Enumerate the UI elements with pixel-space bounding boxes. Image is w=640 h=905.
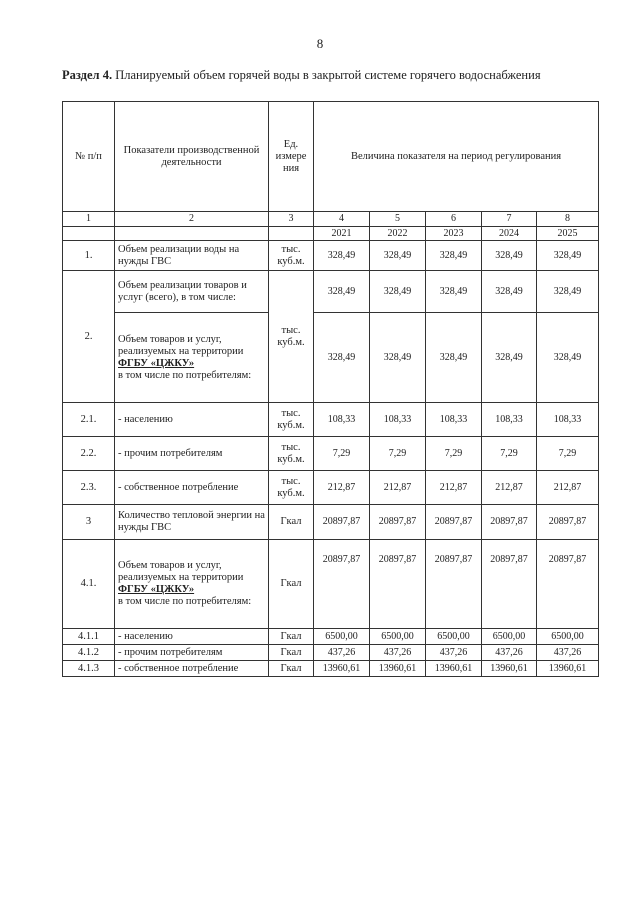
- year-cell: 2021: [314, 227, 370, 241]
- header-no: № п/п: [63, 102, 115, 212]
- col-number: 7: [482, 212, 537, 227]
- header-row: [63, 102, 599, 212]
- table-row: 3 Количество тепловой энергии на нужды ГВС Гкал 20897,87 20897,87 20897,87 20897,87 20897,87: [63, 505, 599, 540]
- section-number: Раздел 4.: [62, 68, 113, 82]
- org-name: ФГБУ «ЦЖКУ»: [118, 584, 195, 595]
- year-cell: 2025: [537, 227, 599, 241]
- section-title: Планируемый объем горячей воды в закрытой системе горячего водоснабжения: [115, 68, 541, 82]
- table-row: 4.1.3 - собственное потребление Гкал 13960,61 13960,61 13960,61 13960,61 13960,61: [63, 661, 599, 677]
- col-number: 8: [537, 212, 599, 227]
- header-indicator: Показатели производственной деятельности: [115, 102, 269, 212]
- page-number: 8: [316, 36, 324, 51]
- table-row: 1. Объем реализации воды на нужды ГВС тыс. куб.м. 328,49 328,49 328,49 328,49 328,49: [63, 241, 599, 271]
- col-number: 1: [63, 212, 115, 227]
- col-number: 5: [370, 212, 426, 227]
- table-row: 2. Объем реализации товаров и услуг (всего), в том числе: тыс. куб.м. 328,49 328,49 328,49 328,49 328,49: [63, 271, 599, 313]
- org-name: ФГБУ «ЦЖКУ»: [118, 357, 195, 369]
- column-numbers-row: [63, 212, 599, 227]
- production-table: [62, 101, 599, 677]
- header-value: Величина показателя на период регулирования: [314, 102, 599, 212]
- years-row: [63, 227, 599, 241]
- col-number: 2: [115, 212, 269, 227]
- table-row: Объем товаров и услуг, реализуемых на территории ФГБУ «ЦЖКУ» в том числе по потребителям: 328,49 328,49 328,49 328,49 328,49: [63, 313, 599, 403]
- table-row: 4.1.1 - населению Гкал 6500,00 6500,00 6500,00 6500,00 6500,00: [63, 629, 599, 645]
- table-row: 2.3. - собственное потребление тыс. куб.м. 212,87 212,87 212,87 212,87 212,87: [63, 471, 599, 505]
- table-row: 4.1.2 - прочим потребителям Гкал 437,26 437,26 437,26 437,26 437,26: [63, 645, 599, 661]
- year-cell: 2022: [370, 227, 426, 241]
- section-heading: [62, 68, 541, 83]
- table-row: 4.1. Объем товаров и услуг, реализуемых на территории ФГБУ «ЦЖКУ» в том числе по потребителям: Гкал 20897,87 20897,87 20897,87 20897,87 20897,87: [63, 540, 599, 629]
- year-cell: 2024: [482, 227, 537, 241]
- col-number: 4: [314, 212, 370, 227]
- table-row: 2.2. - прочим потребителям тыс. куб.м. 7,29 7,29 7,29 7,29 7,29: [63, 437, 599, 471]
- col-number: 6: [426, 212, 482, 227]
- col-number: 3: [269, 212, 314, 227]
- year-cell: 2023: [426, 227, 482, 241]
- header-unit: Ед. измере ния: [269, 102, 314, 212]
- table-row: 2.1. - населению тыс. куб.м. 108,33 108,33 108,33 108,33 108,33: [63, 403, 599, 437]
